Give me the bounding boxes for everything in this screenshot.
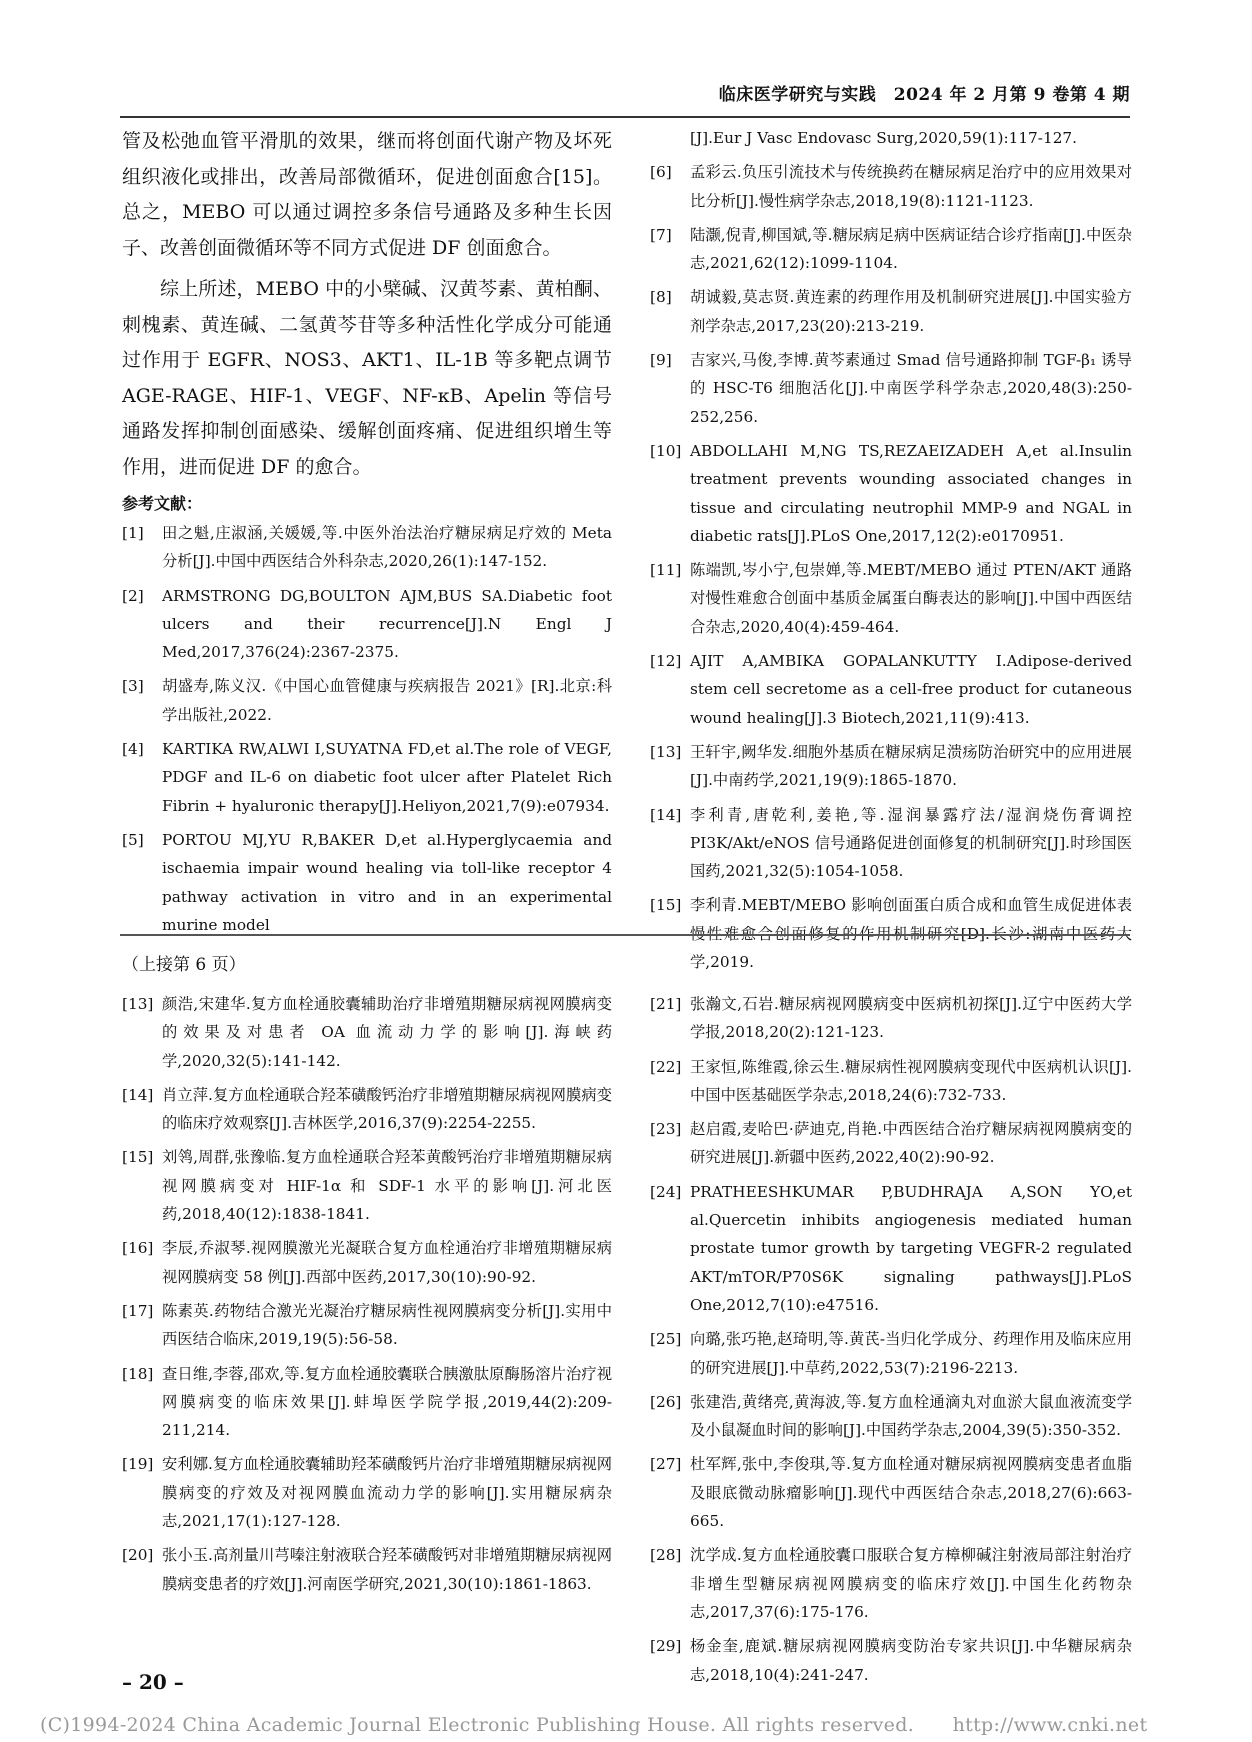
top-right-column xyxy=(650,124,1132,982)
reference-number: [4] xyxy=(122,740,144,759)
reference-number: [14] xyxy=(650,805,682,824)
reference-text: 颜浩,宋建华.复方血栓通胶囊辅助治疗非增殖期糖尿病视网膜病变的效果及对患者 OA 血流动力学的影响[J].海峡药学,2020,32(5):141-142. xyxy=(162,995,612,1070)
reference-text: 胡诚毅,莫志贤.黄连素的药理作用及机制研究进展[J].中国实验方剂学杂志,2017,23(20):213-219. xyxy=(690,288,1132,335)
reference-number: [20] xyxy=(122,1546,154,1565)
reference-number: [16] xyxy=(122,1239,154,1258)
reference-item xyxy=(650,437,1132,550)
reference-number: [13] xyxy=(650,742,682,761)
reference-text: 李利青.MEBT/MEBO 影响创面蛋白质合成和血管生成促进体表慢性难愈合创面修复的作用机制研究[D].长沙:湖南中医药大学,2019. xyxy=(690,896,1132,972)
reference-number: [14] xyxy=(122,1085,154,1104)
reference-item xyxy=(122,1234,612,1291)
reference-text: 杜军辉,张中,李俊琪,等.复方血栓通对糖尿病视网膜病变患者血脂及眼底微动脉瘤影响[J].现代中西医结合杂志,2018,27(6):663-665. xyxy=(690,1455,1132,1531)
reference-text: 张瀚文,石岩.糖尿病视网膜病变中医病机初探[J].辽宁中医药大学学报,2018,20(2):121-123. xyxy=(690,995,1132,1042)
body-paragraph-2: 综上所述，MEBO 中的小檗碱、汉黄芩素、黄柏酮、刺槐素、黄连碱、二氢黄芩苷等多种活性化学成分可能通过作用于 EGFR、NOS3、AKT1、IL-1B 等多靶点调节 AGE-RAGE、HIF-1、VEGF、NF-κB、Apelin 等信号通路发挥抑制创面感染、缓解创面疼痛、促进组织增生等作用，进而促进 DF 的愈合。 xyxy=(122,278,612,478)
reference-item xyxy=(122,990,612,1075)
reference-text: [J].Eur J Vasc Endovasc Surg,2020,59(1):117-127. xyxy=(690,129,1078,147)
reference-text: ARMSTRONG DG,BOULTON AJM,BUS SA.Diabetic foot ulcers and their recurrence[J].N Engl J Med,2017,376(24):2367-2375. xyxy=(162,586,612,662)
reference-item xyxy=(122,582,612,667)
reference-text: 肖立萍.复方血栓通联合羟苯磺酸钙治疗非增殖期糖尿病视网膜病变的临床疗效观察[J].吉林医学,2016,37(9):2254-2255. xyxy=(162,1085,612,1133)
reference-text: 吉家兴,马俊,李博.黄芩素通过 Smad 信号通路抑制 TGF-β₁ 诱导的 HSC-T6 细胞活化[J].中南医学科学杂志,2020,48(3):250-252,256. xyxy=(690,351,1132,426)
reference-list xyxy=(122,990,612,1598)
reference-item xyxy=(650,158,1132,215)
reference-item xyxy=(650,556,1132,641)
reference-list xyxy=(650,990,1132,1689)
reference-text: PORTOU MJ,YU R,BAKER D,et al.Hyperglycaemia and ischaemia impair wound healing via toll-like receptor 4 pathway activation in vitro and in an experimental murine model xyxy=(162,830,612,934)
reference-number: [7] xyxy=(650,225,672,244)
reference-text: 王家恒,陈维霞,徐云生.糖尿病性视网膜病变现代中医病机认识[J].中国中医基础医学杂志,2018,24(6):732-733. xyxy=(690,1057,1132,1104)
reference-text: AJIT A,AMBIKA GOPALANKUTTY I.Adipose-derived stem cell secretome as a cell-free product for cutaneous wound healing[J].3 Biotech,2021,11(9):413. xyxy=(690,652,1132,727)
copyright-notice: (C)1994-2024 China Academic Journal Electronic Publishing House. All rights reserved. http://www.cnki.net xyxy=(40,1714,1148,1736)
reference-number: [1] xyxy=(122,524,144,542)
reference-text: 陈素英.药物结合激光光凝治疗糖尿病性视网膜病变分析[J].实用中西医结合临床,2019,19(5):56-58. xyxy=(162,1301,612,1349)
reference-text: 刘鸰,周群,张豫临.复方血栓通联合羟苯黄酸钙治疗非增殖期糖尿病视网膜病变对 HIF-1α 和 SDF-1 水平的影响[J].河北医药,2018,40(12):1838-1841. xyxy=(162,1148,612,1224)
reference-item xyxy=(122,672,612,729)
reference-number: [24] xyxy=(650,1182,682,1201)
reference-item xyxy=(122,735,612,820)
reference-number: [28] xyxy=(650,1546,682,1565)
reference-item xyxy=(650,1178,1132,1319)
reference-text: 张建浩,黄绪亮,黄海波,等.复方血栓通滴丸对血淤大鼠血液流变学及小鼠凝血时间的影响[J].中国药学杂志,2004,39(5):350-352. xyxy=(690,1392,1132,1440)
reference-item xyxy=(650,1450,1132,1535)
reference-text: 张小玉.高剂量川芎嗪注射液联合羟苯磺酸钙对非增殖期糖尿病视网膜病变患者的疗效[J].河南医学研究,2021,30(10):1861-1863. xyxy=(162,1546,612,1593)
reference-text: 向璐,张巧艳,赵琦明,等.黄芪-当归化学成分、药理作用及临床应用的研究进展[J].中草药,2022,53(7):2196-2213. xyxy=(690,1330,1132,1377)
reference-text: PRATHEESHKUMAR P,BUDHRAJA A,SON YO,et al.Quercetin inhibits angiogenesis mediated human prostate tumor growth by targeting VEGFR-2 regulated AKT/mTOR/P70S6K signaling pathways[J].PLoS One,2012,7(10):e47516. xyxy=(690,1182,1132,1314)
reference-text: 李辰,乔淑琴.视网膜激光光凝联合复方血栓通治疗非增殖期糖尿病视网膜病变 58 例[J].西部中医药,2017,30(10):90-92. xyxy=(162,1239,612,1286)
reference-item xyxy=(122,1081,612,1138)
reference-number: [15] xyxy=(122,1148,154,1167)
reference-item xyxy=(122,519,612,576)
reference-number: [18] xyxy=(122,1364,154,1383)
reference-item xyxy=(650,221,1132,278)
reference-number: [11] xyxy=(650,561,682,580)
reference-item xyxy=(122,1450,612,1535)
reference-text: 赵启霞,麦哈巴·萨迪克,肖艳.中西医结合治疗糖尿病视网膜病变的研究进展[J].新疆中医药,2022,40(2):90-92. xyxy=(690,1120,1132,1167)
reference-item xyxy=(650,738,1132,795)
reference-item xyxy=(650,1388,1132,1445)
reference-item xyxy=(650,1053,1132,1110)
reference-text: 胡盛寿,陈义汉.《中国心血管健康与疾病报告 2021》[R].北京:科学出版社,2022. xyxy=(162,677,612,724)
reference-text: ABDOLLAHI M,NG TS,REZAEIZADEH A,et al.Insulin treatment prevents wounding associated changes in tissue and circulating neutrophil MMP-9 and NGAL in diabetic rats[J].PLoS One,2017,12(2):e0170951. xyxy=(690,441,1132,545)
page-number: – 20 – xyxy=(122,1670,184,1694)
reference-number: [10] xyxy=(650,441,682,460)
reference-number: [29] xyxy=(650,1637,682,1656)
section-divider xyxy=(120,934,1130,936)
reference-text: 王轩宇,阙华发.细胞外基质在糖尿病足溃疡防治研究中的应用进展[J].中南药学,2021,19(9):1865-1870. xyxy=(690,742,1132,790)
reference-text: 杨金奎,鹿斌.糖尿病视网膜病变防治专家共识[J].中华糖尿病杂志,2018,10(4):241-247. xyxy=(690,1637,1132,1684)
reference-item xyxy=(122,1360,612,1445)
reference-number: [3] xyxy=(122,677,144,696)
reference-item xyxy=(650,283,1132,340)
top-left-column xyxy=(122,124,612,945)
reference-item xyxy=(650,647,1132,732)
reference-list xyxy=(122,519,612,939)
reference-number: [5] xyxy=(122,830,144,849)
reference-item xyxy=(650,1632,1132,1689)
reference-number: [23] xyxy=(650,1120,682,1139)
reference-number: [9] xyxy=(650,351,672,370)
reference-text: 陈端凯,岑小宁,包崇婵,等.MEBT/MEBO 通过 PTEN/AKT 通路对慢性难愈合创面中基质金属蛋白酶表达的影响[J].中国中西医结合杂志,2020,40(4):459-464. xyxy=(690,561,1132,636)
reference-number: [27] xyxy=(650,1455,682,1474)
reference-item xyxy=(650,801,1132,886)
reference-number: [2] xyxy=(122,586,144,605)
reference-number: [22] xyxy=(650,1057,682,1076)
reference-text: KARTIKA RW,ALWI I,SUYATNA FD,et al.The role of VEGF, PDGF and IL-6 on diabetic foot ulcer after Platelet Rich Fibrin + hyaluronic therapy[J].Heliyon,2021,7(9):e07934. xyxy=(162,740,612,815)
reference-number: [25] xyxy=(650,1330,682,1349)
reference-item xyxy=(650,346,1132,431)
reference-number: [15] xyxy=(650,896,682,915)
reference-text: 孟彩云.负压引流技术与传统换药在糖尿病足治疗中的应用效果对比分析[J].慢性病学杂志,2018,19(8):1121-1123. xyxy=(690,163,1132,210)
reference-item xyxy=(650,990,1132,1047)
reference-item xyxy=(650,1541,1132,1626)
continued-from-label: （上接第 6 页） xyxy=(122,955,246,975)
reference-item xyxy=(122,1541,612,1598)
reference-list xyxy=(650,124,1132,976)
reference-number: [8] xyxy=(650,288,672,307)
reference-number xyxy=(650,124,690,152)
reference-number: [13] xyxy=(122,995,154,1013)
reference-item xyxy=(650,1115,1132,1172)
bottom-right-column xyxy=(650,990,1132,1695)
reference-item xyxy=(122,826,612,939)
running-header xyxy=(120,82,1130,118)
journal-title: 临床医学研究与实践 2024 年 2 月第 9 卷第 4 期 xyxy=(718,85,1130,105)
reference-item xyxy=(122,1297,612,1354)
reference-text: 陆灏,倪青,柳国斌,等.糖尿病足病中医病证结合诊疗指南[J].中医杂志,2021,62(12):1099-1104. xyxy=(690,225,1132,273)
reference-item xyxy=(122,1143,612,1228)
reference-number: [12] xyxy=(650,652,682,671)
reference-number: [6] xyxy=(650,163,672,182)
reference-item xyxy=(650,1325,1132,1382)
reference-text: 查日维,李蓉,邵欢,等.复方血栓通胶囊联合胰激肽原酶肠溶片治疗视网膜病变的临床效果[J].蚌埠医学院学报,2019,44(2):209-211,214. xyxy=(162,1364,612,1440)
reference-item xyxy=(650,124,1132,152)
reference-text: 田之魁,庄淑涵,关媛媛,等.中医外治法治疗糖尿病足疗效的 Meta 分析[J].中国中西医结合外科杂志,2020,26(1):147-152. xyxy=(162,524,612,571)
reference-number: [19] xyxy=(122,1455,154,1474)
reference-text: 沈学成.复方血栓通胶囊口服联合复方樟柳碱注射液局部注射治疗非增生型糖尿病视网膜病变的临床疗效[J].中国生化药物杂志,2017,37(6):175-176. xyxy=(690,1546,1132,1621)
bottom-left-column xyxy=(122,990,612,1604)
reference-text: 安利娜.复方血栓通胶囊辅助羟苯磺酸钙片治疗非增殖期糖尿病视网膜病变的疗效及对视网膜血流动力学的影响[J].实用糖尿病杂志,2021,17(1):127-128. xyxy=(162,1455,612,1531)
reference-number: [21] xyxy=(650,995,682,1013)
reference-text: 李利青,唐乾利,姜艳,等.湿润暴露疗法/湿润烧伤膏调控 PI3K/Akt/eNOS 信号通路促进创面修复的机制研究[J].时珍国医国药,2021,32(5):1054-1058. xyxy=(690,805,1132,881)
reference-number: [17] xyxy=(122,1301,154,1320)
reference-number: [26] xyxy=(650,1392,682,1411)
references-heading: 参考文献： xyxy=(122,494,203,513)
body-text xyxy=(122,124,612,485)
body-paragraph-1: 管及松弛血管平滑肌的效果，继而将创面代谢产物及坏死组织液化或排出，改善局部微循环，促进创面愈合[15]。总之，MEBO 可以通过调控多条信号通路及多种生长因子、改善创面微循环等不同方式促进 DF 创面愈合。 xyxy=(122,130,612,259)
